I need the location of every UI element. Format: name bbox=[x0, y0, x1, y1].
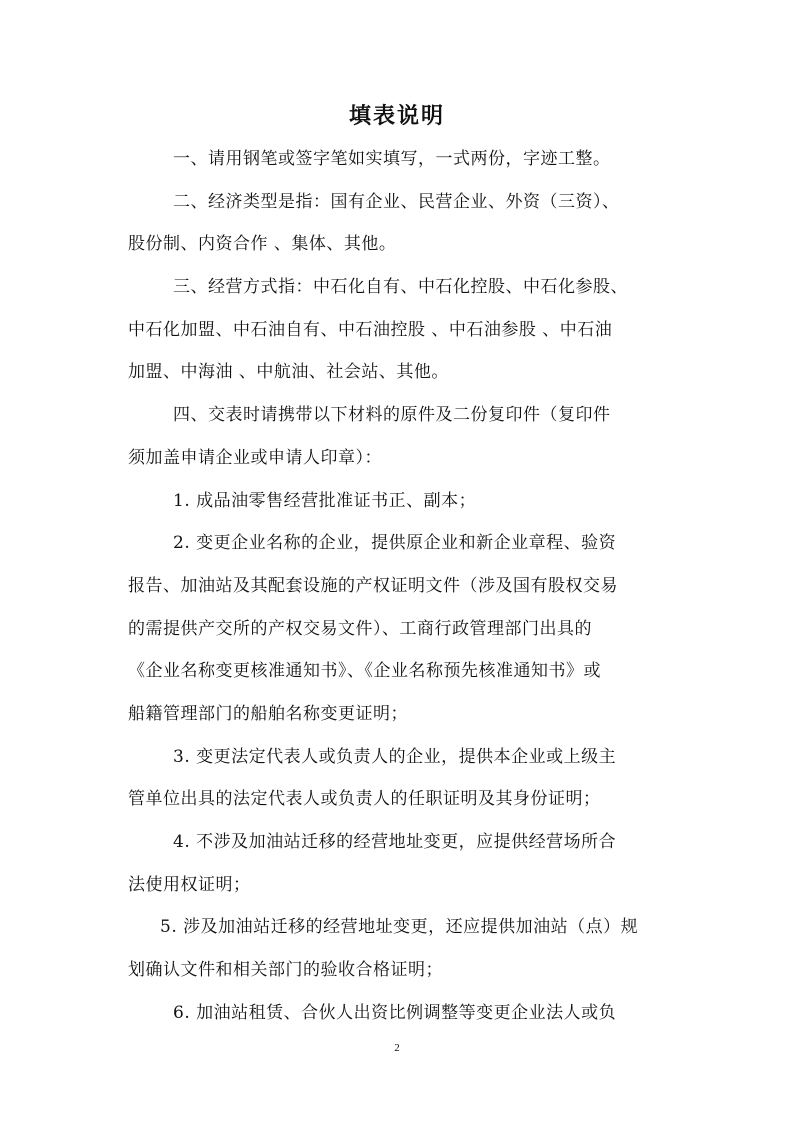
text-line: 管单位出具的法定代表人或负责人的任职证明及其身份证明； bbox=[128, 789, 601, 809]
text-line: 加盟、中海油 、中航油、社会站、其他。 bbox=[128, 362, 449, 382]
text-line: 四、交表时请携带以下材料的原件及二份复印件（复印件 bbox=[173, 405, 611, 425]
text-line: 《企业名称变更核准通知书》、《企业名称预先核准通知书》或 bbox=[128, 661, 601, 681]
text-line: 1. 成品油零售经营批准证书正、副本； bbox=[173, 491, 477, 511]
page-number: 2 bbox=[394, 1042, 400, 1054]
text-line: 2. 变更企业名称的企业，提供原企业和新企业章程、验资 bbox=[173, 533, 617, 553]
text-line: 4. 不涉及加油站迁移的经营地址变更，应提供经营场所合 bbox=[173, 832, 617, 852]
text-line: 3. 变更法定代表人或负责人的企业，提供本企业或上级主 bbox=[173, 747, 617, 767]
text-line: 5. 涉及加油站迁移的经营地址变更，还应提供加油站（点）规 bbox=[160, 917, 639, 937]
text-line: 须加盖申请企业或申请人印章）： bbox=[128, 448, 382, 468]
text-line: 二、经济类型是指：国有企业、民营企业、外资（三资）、 bbox=[173, 192, 620, 212]
text-line: 划确认文件和相关部门的验收合格证明； bbox=[128, 960, 443, 980]
document-title: 填表说明 bbox=[348, 103, 445, 129]
text-line: 中石化加盟、中石油自有、中石油控股 、中石油参股 、中石油 bbox=[128, 320, 613, 340]
text-line: 船籍管理部门的船舶名称变更证明； bbox=[128, 704, 408, 724]
text-line: 报告、加油站及其配套设施的产权证明文件（涉及国有股权交易 bbox=[128, 576, 618, 596]
text-line: 6. 加油站租赁、合伙人出资比例调整等变更企业法人或负 bbox=[173, 1003, 617, 1023]
text-line: 股份制、内资合作 、集体、其他。 bbox=[128, 234, 397, 254]
text-line: 的需提供产交所的产权交易文件）、工商行政管理部门出具的 bbox=[128, 619, 592, 639]
text-line: 一、请用钢笔或签字笔如实填写，一式两份，字迹工整。 bbox=[173, 149, 611, 169]
text-line: 法使用权证明； bbox=[128, 875, 251, 895]
text-line: 三、经营方式指：中石化自有、中石化控股、中石化参股、 bbox=[173, 277, 628, 297]
